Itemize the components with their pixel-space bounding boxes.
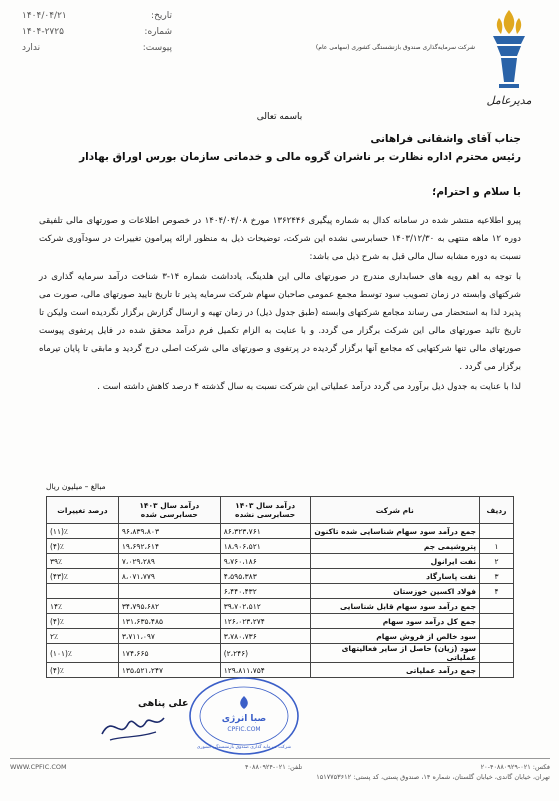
unaudited-cell: ۴،۵۹۵،۳۸۳ bbox=[220, 569, 310, 584]
addressee bbox=[41, 130, 521, 166]
col-header-company: نام شرکت bbox=[310, 497, 480, 524]
date-value: ۱۴۰۴/۰۴/۲۱ bbox=[22, 11, 67, 21]
greeting: با سلام و احترام؛ bbox=[432, 186, 521, 198]
table-row bbox=[47, 569, 514, 584]
date-label: تاریخ: bbox=[151, 11, 172, 21]
number-value: ۱۴۰۴-۲۷۲۵ bbox=[22, 27, 64, 37]
letter-body bbox=[39, 212, 521, 398]
footer-website: WWW.CPFIC.COM bbox=[10, 763, 67, 771]
units-note: مبالغ – میلیون ریال bbox=[46, 482, 106, 491]
change-cell: (۴۳)٪ bbox=[47, 569, 119, 584]
audited-cell: ۸،۰۷۱،۷۷۹ bbox=[118, 569, 220, 584]
unaudited-cell: ۱۲۹،۸۱۱،۷۵۴ bbox=[220, 663, 310, 678]
change-cell: (۴)٪ bbox=[47, 539, 119, 554]
row-number-cell bbox=[480, 644, 514, 663]
stamp-brand: صبا انرژی bbox=[221, 714, 267, 724]
table-row bbox=[47, 614, 514, 629]
audited-cell bbox=[118, 584, 220, 599]
letter-meta bbox=[22, 8, 172, 56]
row-number-cell bbox=[480, 614, 514, 629]
row-number-cell: ۲ bbox=[480, 554, 514, 569]
unaudited-cell: ۱۲۶،۰۲۳،۲۷۴ bbox=[220, 614, 310, 629]
attachment-label: پیوست: bbox=[142, 43, 172, 53]
table-header-row bbox=[47, 497, 514, 524]
number-label: شماره: bbox=[144, 27, 172, 37]
basmala: باسمه تعالی bbox=[256, 112, 303, 122]
row-number-cell bbox=[480, 629, 514, 644]
income-table bbox=[46, 496, 514, 678]
company-cell: جمع درآمد سود سهام قابل شناسایی bbox=[310, 599, 480, 614]
audited-cell: ۱۷۴،۶۶۵ bbox=[118, 644, 220, 663]
table-row bbox=[47, 584, 514, 599]
footer-fax: فکس: ۰۲۱-۴۰۸۸۰۹۲۹-۲۰ bbox=[480, 763, 550, 771]
footer bbox=[10, 762, 550, 782]
company-cell: جمع درآمد سود سهام شناسایی شده تاکنون bbox=[310, 524, 480, 539]
unaudited-cell: ۳،۷۸۰،۷۳۶ bbox=[220, 629, 310, 644]
unaudited-cell: ۹،۷۶۰،۱۸۶ bbox=[220, 554, 310, 569]
addressee-name: جناب آقای واشقانی فراهانی bbox=[370, 133, 521, 145]
footer-address: تهران، خیابان گاندی، خیابان گلستان، شماره ۱۴، صندوق پستی، کد پستی: ۱۵۱۷۷۵۳۶۱۲ bbox=[316, 773, 550, 781]
col-header-row-num: ردیف bbox=[480, 497, 514, 524]
company-cell: نفت پاسارگاد bbox=[310, 569, 480, 584]
attachment-value: ندارد bbox=[22, 43, 41, 53]
company-cell: فولاد اکسین خوزستان bbox=[310, 584, 480, 599]
company-cell: جمع درآمد عملیاتی bbox=[310, 663, 480, 678]
unaudited-cell: ۶،۴۴۰،۴۳۲ bbox=[220, 584, 310, 599]
row-number-cell bbox=[480, 524, 514, 539]
company-cell: سود خالص از فروش سهام bbox=[310, 629, 480, 644]
paragraph-3: لذا با عنایت به جدول ذیل برآورد می گردد درآمد عملیاتی این شرکت نسبت به سال گذشته ۴ درصد کاهش داشته است . bbox=[97, 382, 521, 392]
table-row bbox=[47, 539, 514, 554]
col-header-change: درصد تغییرات bbox=[47, 497, 119, 524]
signatory-name: علی پناهی bbox=[138, 698, 189, 709]
row-number-cell: ۴ bbox=[480, 584, 514, 599]
audited-cell: ۱۳۵،۵۲۱،۲۴۷ bbox=[118, 663, 220, 678]
col-header-audited: درآمد سال ۱۴۰۳ حسابرسی شده bbox=[118, 497, 220, 524]
audited-cell: ۹۶،۸۳۹،۸۰۳ bbox=[118, 524, 220, 539]
unaudited-cell: ۸۶،۳۲۳،۷۶۱ bbox=[220, 524, 310, 539]
logo-caption: مدیرعامل bbox=[486, 94, 532, 107]
stamp-site: CPFIC.COM bbox=[227, 726, 261, 733]
row-number-cell bbox=[480, 663, 514, 678]
org-name: شرکت سرمایه‌گذاری صندوق بازنشستگی کشوری (سهامی عام) bbox=[315, 44, 475, 51]
table-row bbox=[47, 644, 514, 663]
unaudited-cell: ۳۹،۷۰۲،۵۱۲ bbox=[220, 599, 310, 614]
unaudited-cell: ۱۸،۹۰۶،۵۲۱ bbox=[220, 539, 310, 554]
addressee-title: رئیس محترم اداره نظارت بر ناشران گروه مالی و خدماتی سازمان بورس اوراق بهادار bbox=[79, 151, 521, 163]
table-row bbox=[47, 524, 514, 539]
audited-cell: ۳،۷۱۱،۰۹۷ bbox=[118, 629, 220, 644]
table-row bbox=[47, 629, 514, 644]
company-cell: سود (زیان) حاصل از سایر فعالیتهای عملیاتی bbox=[310, 644, 480, 663]
footer-phone: تلفن: ۰۲۱-۴۰۸۸۰۹۲۴ bbox=[244, 763, 303, 771]
paragraph-1: پیرو اطلاعیه منتشر شده در سامانه کدال به شماره پیگیری ۱۳۶۲۴۴۶ مورخ ۱۴۰۴/۰۴/۰۸ در خصوص اطلاعات و صورتهای مالی تلفیقی دوره ۱۲ ماهه منتهی به ۱۴۰۳/۱۲/۳۰ حسابرسی نشده این شرکت، توضیحات ذیل به منظور ارائه پیرامون تغییرات در سودآوری شرکت نسبت به دوره مشابه سال مالی قبل به شرح ذیل می باشد: bbox=[39, 216, 521, 262]
change-cell: (۱۱)٪ bbox=[47, 524, 119, 539]
company-logo bbox=[473, 4, 545, 116]
row-number-cell: ۳ bbox=[480, 569, 514, 584]
change-cell: (۴)٪ bbox=[47, 614, 119, 629]
audited-cell: ۱۹،۶۹۲،۶۱۴ bbox=[118, 539, 220, 554]
company-stamp bbox=[188, 676, 300, 756]
audited-cell: ۱۳۱،۶۳۵،۴۸۵ bbox=[118, 614, 220, 629]
change-cell bbox=[47, 584, 119, 599]
change-cell: ۱۴٪ bbox=[47, 599, 119, 614]
company-cell: نفت ایرانول bbox=[310, 554, 480, 569]
table-row bbox=[47, 599, 514, 614]
table-row bbox=[47, 554, 514, 569]
signature-image bbox=[98, 706, 168, 746]
footer-divider bbox=[10, 758, 550, 759]
row-number-cell bbox=[480, 599, 514, 614]
row-number-cell: ۱ bbox=[480, 539, 514, 554]
change-cell: ۲٪ bbox=[47, 629, 119, 644]
audited-cell: ۷،۰۲۹،۲۸۹ bbox=[118, 554, 220, 569]
company-cell: پتروشیمی جم bbox=[310, 539, 480, 554]
unaudited-cell: (۲،۲۴۶) bbox=[220, 644, 310, 663]
company-cell: جمع کل درآمد سود سهام bbox=[310, 614, 480, 629]
change-cell: ۳۹٪ bbox=[47, 554, 119, 569]
change-cell: (۱۰۱)٪ bbox=[47, 644, 119, 663]
audited-cell: ۳۴،۷۹۵،۶۸۲ bbox=[118, 599, 220, 614]
paragraph-2: با توجه به اهم رویه های حسابداری مندرج در صورتهای مالی این هلدینگ، یادداشت شماره ۱۴-۳ شناخت درآمد سرمایه گذاری در شرکتهای وابسته در زمان تصویب سود توسط مجمع عمومی صاحبان سهام شرکت سرمایه پذیر تا تاریخ تایید صورتهای مالی، صورت می پذیرد لذا به استحضار می رساند مجامع شرکتهای وابسته (طبق جدول ذیل) در زمان تهیه و ارسال گزارش برگزار نگردیده است ولیکن تا تاریخ تائید صورتهای مالی این شرکت برگزار می گردد. و با عنایت به الزام تکمیل فرم درآمد محقق شده در فایل پرتفوی پیوست صورتهای مالی تنها شرکتهایی که مجامع آنها برگزار گردیده در پرتفوی و صورتهای مالی شرکت اصلی درج گردید و مابقی تا پایان تیرماه برگزار می گردد . bbox=[39, 272, 521, 372]
change-cell: (۴)٪ bbox=[47, 663, 119, 678]
stamp-text: شرکت سرمایه گذاری صندوق بازنشستگی کشوری bbox=[196, 745, 292, 750]
col-header-unaudited: درآمد سال ۱۴۰۳ حسابرسی نشده bbox=[220, 497, 310, 524]
